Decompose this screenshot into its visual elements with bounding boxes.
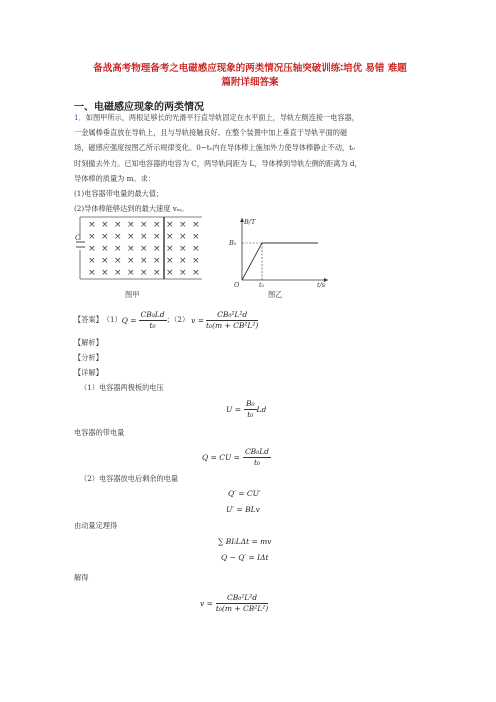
b-ramp-line: [242, 243, 262, 280]
answer-q-denominator: t₀: [149, 320, 156, 330]
eq7-numerator: CB₀²L²d: [216, 593, 268, 604]
eq2-denominator: t₀: [253, 457, 260, 467]
figure-yi-caption: 图乙: [268, 290, 283, 299]
field-cross: ×: [192, 256, 200, 266]
y-axis-label: B/T: [244, 218, 256, 226]
field-cross: ×: [179, 268, 187, 278]
field-cross: ×: [101, 232, 109, 242]
eq1-fraction: [244, 399, 257, 420]
field-cross: ×: [88, 232, 96, 242]
field-cross: ×: [140, 232, 148, 242]
eq1-denominator: t₀: [247, 409, 254, 419]
field-cross: ×: [88, 244, 96, 254]
detail-tag: 【详解】: [74, 368, 103, 377]
field-cross: ×: [179, 232, 187, 242]
field-cross: ×: [127, 220, 135, 230]
field-cross: ×: [114, 244, 122, 254]
eq1-numerator: B₀: [246, 398, 255, 408]
figure-yi: [228, 214, 332, 288]
section-heading: 一、电磁感应现象的两类情况: [74, 102, 204, 113]
field-cross: ×: [140, 256, 148, 266]
problem-line-4: 时刻撤去外力。已知电容器的电容为 C，两导轨间距为 L，导体棒到导轨左侧的距离为 d，: [74, 158, 362, 168]
problem-line-5: 导体棒的质量为 m。求：: [74, 173, 155, 183]
title-line-2: 篇附详细答案: [221, 77, 279, 88]
figure-jia: [76, 213, 206, 287]
equation-emf-voltage: U′ = BLv: [226, 505, 260, 514]
eq2-numerator: CB₀Ld: [244, 446, 269, 456]
step-3-text: （2）电容器放电后剩余的电量: [80, 474, 179, 483]
equation-charge-diff: Q − Q′ = IΔt: [221, 553, 269, 562]
step-2-text: 电容器的带电量: [74, 428, 125, 437]
field-cross: ×: [88, 220, 96, 230]
field-cross: ×: [153, 244, 161, 254]
eq2-lhs: Q = CU =: [202, 452, 240, 462]
eq7-denominator: t₀(m + CB²L²): [215, 603, 269, 613]
eq1-lhs: U =: [226, 404, 241, 414]
equation-momentum: ∑ BIᵢLΔt = mv: [218, 537, 272, 546]
x-axis-label: t/s: [317, 281, 326, 289]
b0-tick-label: B₀: [229, 239, 237, 247]
equation-charge: [202, 444, 271, 470]
answer-v-lhs: v =: [191, 315, 205, 325]
problem-line-2: 一金属棒垂直放在导轨上，且与导轨接触良好。在整个装置中加上垂直于导轨平面的磁: [74, 128, 348, 138]
problem-text: [74, 110, 426, 216]
field-cross: ×: [114, 232, 122, 242]
field-cross: ×: [166, 256, 174, 266]
field-cross: ×: [127, 256, 135, 266]
answer-q-numerator: CB₀Ld: [140, 309, 165, 319]
field-cross: ×: [114, 268, 122, 278]
answer-part1-label: （1）: [102, 315, 122, 324]
field-cross: ×: [88, 256, 96, 266]
eq7-lhs: v =: [200, 598, 213, 608]
t0-tick-label: t₀: [259, 281, 265, 289]
field-cross: ×: [192, 232, 200, 242]
field-cross: ×: [140, 220, 148, 230]
title-line-1: 备战高考物理备考之电磁感应现象的两类情况压轴突破训练∶培优 易错 难题: [93, 63, 407, 74]
field-cross: ×: [153, 232, 161, 242]
field-cross: ×: [179, 244, 187, 254]
equation-final-velocity: [200, 588, 268, 618]
field-cross: ×: [101, 256, 109, 266]
equation-voltage: [226, 396, 266, 422]
field-cross: ×: [88, 268, 96, 278]
field-cross: ×: [114, 256, 122, 266]
answer-v-fraction: [206, 310, 258, 331]
eq1-tail: Ld: [256, 404, 267, 414]
analysis-tag: 【解析】: [74, 338, 103, 347]
capacitor-label: C: [75, 234, 81, 242]
answer-v-denominator: t₀(m + CB²L²): [206, 320, 259, 330]
answer-tag: 【答案】: [74, 315, 103, 324]
question-1: (1)电容器带电量的最大值；: [74, 189, 164, 199]
origin-label: O: [234, 281, 240, 289]
problem-number: 1．: [74, 113, 86, 122]
field-cross: ×: [166, 232, 174, 242]
equation-remaining-charge: Q′ = CU′: [228, 489, 261, 498]
field-cross: ×: [166, 268, 174, 278]
field-cross: ×: [101, 268, 109, 278]
field-cross: ×: [101, 244, 109, 254]
magnetic-field-crosses: [88, 220, 200, 278]
breakdown-tag: 【分析】: [74, 353, 103, 362]
field-cross: ×: [127, 268, 135, 278]
step-4-text: 由动量定理得: [74, 521, 118, 530]
figure-jia-caption: 图甲: [125, 290, 140, 299]
problem-line-3: 场，磁感应强度按图乙所示规律变化。0~t₀内在导体棒上施加外力使导体棒静止不动，t₀: [74, 143, 355, 153]
problem-line-1: [74, 110, 426, 125]
field-cross: ×: [166, 244, 174, 254]
field-cross: ×: [127, 244, 135, 254]
answer-q-fraction: [139, 310, 167, 331]
field-cross: ×: [114, 220, 122, 230]
document-title: [60, 62, 440, 90]
answer-line: [74, 307, 258, 333]
eq7-fraction: [216, 593, 268, 614]
field-cross: ×: [179, 256, 187, 266]
field-cross: ×: [192, 268, 200, 278]
answer-separator: ；（2）: [166, 315, 190, 324]
field-cross: ×: [101, 220, 109, 230]
field-cross: ×: [127, 232, 135, 242]
answer-v-numerator: CB₀²L²d: [206, 310, 258, 321]
field-cross: ×: [140, 244, 148, 254]
field-cross: ×: [192, 220, 200, 230]
field-cross: ×: [140, 268, 148, 278]
question-2: (2)导体棒能够达到的最大速度 vₘ。: [74, 204, 189, 214]
field-cross: ×: [192, 244, 200, 254]
field-cross: ×: [179, 220, 187, 230]
problem-line-1-text: 如图甲所示，两根足够长的光滑平行直导轨固定在水平面上，导轨左侧连接一电容器，: [85, 113, 359, 122]
field-cross: ×: [166, 220, 174, 230]
eq2-fraction: [243, 447, 271, 468]
field-cross: ×: [153, 256, 161, 266]
step-1-text: （1）电容器两极板的电压: [80, 383, 164, 392]
answer-q-lhs: Q =: [121, 315, 137, 325]
field-cross: ×: [153, 220, 161, 230]
field-cross: ×: [153, 268, 161, 278]
step-5-text: 解得: [74, 573, 89, 582]
